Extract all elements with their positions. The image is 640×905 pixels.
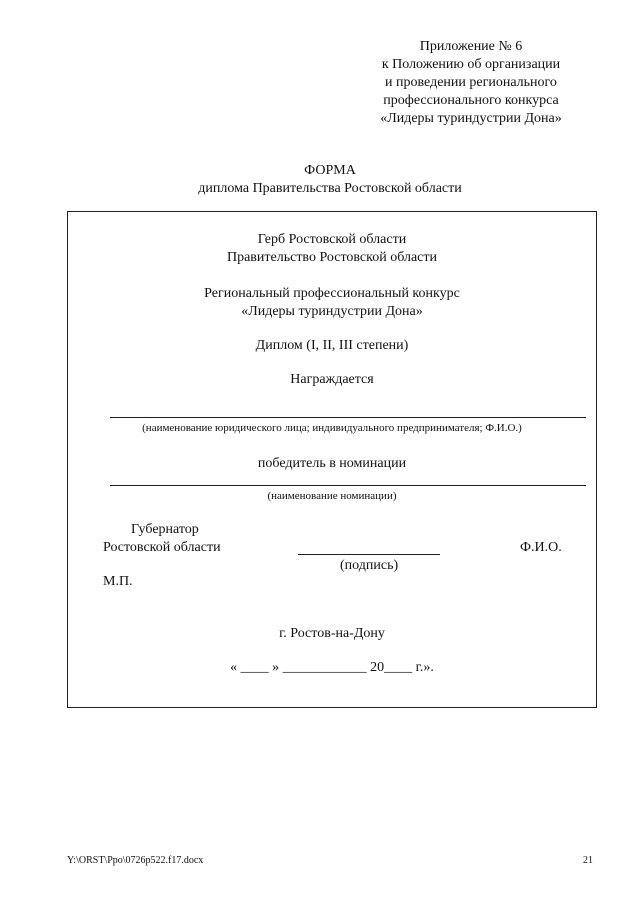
name-placeholder: Ф.И.О. [520, 540, 562, 555]
awardee-line [110, 417, 586, 418]
contest-line-2: «Лидеры туриндустрии Дона» [241, 304, 423, 319]
government-text: Правительство Ростовской области [226, 250, 438, 265]
coat-of-arms-text: Герб Ростовской области [257, 232, 407, 247]
winner-text: победитель в номинации [257, 456, 407, 471]
appendix-line: Приложение № 6 [419, 39, 523, 54]
diploma-degree: Диплом (I, II, III степени) [255, 338, 409, 353]
signature-line [298, 554, 440, 555]
appendix-line: профессионального конкурса [383, 93, 559, 108]
city-text: г. Ростов-на-Дону [279, 626, 385, 641]
appendix-line: к Положению об организации [381, 57, 561, 72]
nomination-caption: (наименование номинации) [267, 490, 397, 502]
seal-text: М.П. [103, 574, 133, 589]
awarded-text: Награждается [290, 372, 374, 387]
footer-file-path: Y:\ORST\Ppo\0726p522.f17.docx [67, 855, 204, 866]
form-title [120, 162, 540, 198]
form-title-subheading: диплома Правительства Ростовской области [198, 181, 462, 196]
nomination-line [110, 485, 586, 486]
governor-region: Ростовской области [103, 540, 221, 555]
signature-caption: (подпись) [340, 558, 399, 573]
appendix-header [366, 38, 576, 128]
diploma-frame [67, 211, 597, 708]
form-title-heading: ФОРМА [304, 163, 356, 178]
footer-page-number: 21 [583, 855, 593, 866]
contest-line-1: Региональный профессиональный конкурс [204, 286, 460, 301]
awardee-caption: (наименование юридического лица; индивидуального предпринимателя; Ф.И.О.) [142, 422, 522, 434]
appendix-line: «Лидеры туриндустрии Дона» [380, 111, 562, 126]
governor-title: Губернатор [131, 522, 199, 537]
date-line: « ____ » ____________ 20____ г.». [230, 660, 434, 675]
appendix-line: и проведении регионального [385, 75, 557, 90]
